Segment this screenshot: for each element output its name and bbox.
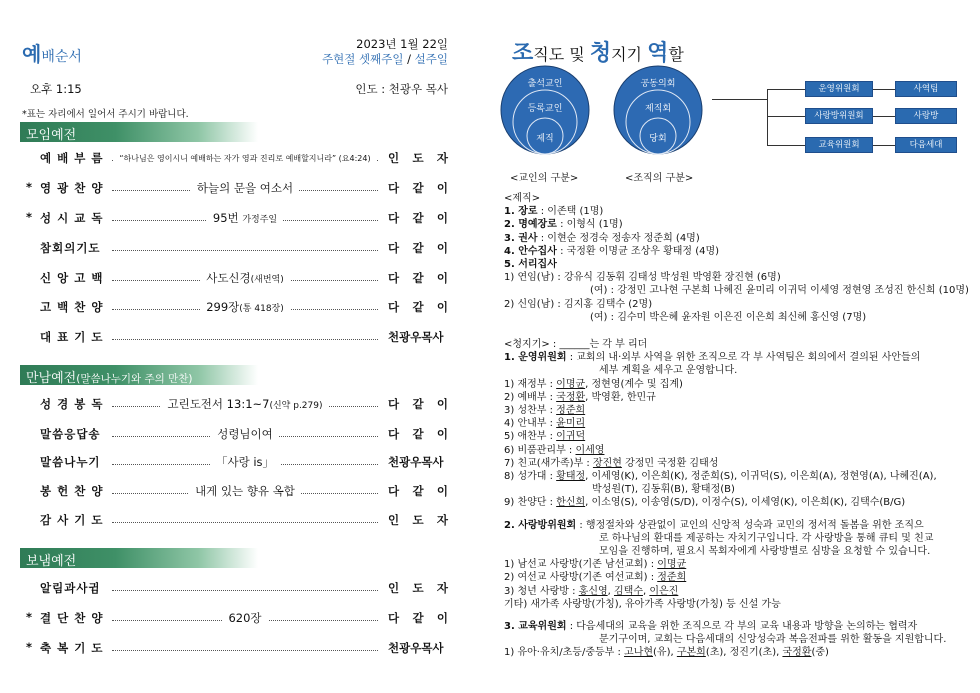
- steward-item-role: 3) 성찬부 :: [504, 405, 557, 417]
- worship-row: [0, 610, 490, 628]
- youth-lead-a: 홍신영: [578, 585, 608, 597]
- detail-note: (새번역): [250, 275, 284, 285]
- worship-item-detail: [112, 150, 378, 164]
- steward-item-role: 5) 애찬부 :: [504, 431, 557, 443]
- dot-leader: [112, 590, 378, 591]
- worship-item-name: 축 복 기 도: [40, 641, 104, 655]
- edu-c-suffix: (중): [811, 647, 829, 659]
- steward-item: [504, 558, 974, 571]
- box-sarangbang: 사랑방: [895, 108, 957, 124]
- worship-item-name: 영 광 찬 양: [40, 181, 104, 195]
- steward-item-role: 6) 비품관리부 :: [504, 444, 576, 456]
- detail-text: 「사랑 is」: [215, 455, 275, 469]
- worship-row: [0, 270, 490, 288]
- praise-team-pre: 9) 찬양단 :: [504, 497, 557, 509]
- staff-honorary-label: 2. 명예장로: [504, 219, 557, 231]
- worship-item-detail: [112, 454, 378, 470]
- dot-leader: [112, 522, 378, 523]
- worship-item-responsible: 인 도 자: [388, 581, 448, 595]
- steward-item-role: 8) 성가대 :: [504, 471, 557, 483]
- steward-item-role: 4) 안내부 :: [504, 418, 557, 430]
- title-part-6: 할: [668, 45, 684, 64]
- edu-lead-b: 구본희: [676, 647, 706, 659]
- steward-item-leader: 이명균: [556, 378, 586, 390]
- detail-text: 고린도전서 13:1~7: [167, 397, 270, 411]
- season-special: 설주일: [414, 52, 448, 66]
- steward-item: [504, 417, 974, 430]
- steward-item-members: , 박영환, 한민규: [585, 391, 656, 403]
- staff-deacon-label: 4. 안수집사: [504, 245, 557, 257]
- worship-row: [0, 210, 490, 228]
- worship-row: [0, 240, 490, 258]
- steward-item-leader: 윤미리: [556, 418, 586, 430]
- box-ministry-teams: 사역팀: [895, 81, 957, 97]
- caption-organization-classes: <조직의 구분>: [625, 173, 694, 184]
- worship-row: [0, 426, 490, 444]
- worship-item-detail: [112, 210, 378, 226]
- committee-operations-label: 1. 운영위원회: [504, 352, 567, 364]
- worship-item-name: 말씀응답송: [40, 427, 101, 441]
- edu-b-suffix: (초), 정진기(초),: [705, 647, 783, 659]
- steward-item-leader: 정준희: [556, 405, 586, 417]
- worship-row: [0, 329, 490, 347]
- section-encounter-sub: (말씀나누기와 주의 만찬): [76, 373, 193, 385]
- worship-item-name: 알림과사귐: [40, 581, 101, 595]
- staff-kwonsa-label: 3. 권사: [504, 232, 538, 244]
- praise-team: [504, 496, 974, 509]
- steward-item-role: 1) 재정부 :: [504, 378, 557, 390]
- edu-a-suffix: (유),: [653, 647, 677, 659]
- connector-vertical: [767, 89, 768, 145]
- staff-elder-label: 1. 장로: [504, 206, 538, 218]
- title-part-4: 지기: [611, 45, 648, 64]
- detail-text: 내게 있는 향유 옥합: [195, 484, 295, 498]
- connector-branch-3b: [873, 145, 895, 146]
- worship-row: [0, 396, 490, 414]
- committee-education-text: : 다음세대의 교육을 위한 조직으로 각 부의 교육 내용과 방향을 논의하는 협력자: [566, 621, 918, 633]
- worship-item-name: 참회의기도: [40, 241, 101, 255]
- worship-item-detail: [112, 483, 378, 499]
- detail-note: 가정주일: [242, 215, 278, 225]
- steward-item-leader: 정준희: [657, 572, 687, 584]
- youth-lead-c: 이은진: [649, 585, 679, 597]
- connector-branch-3: [767, 145, 805, 146]
- season-separator: /: [403, 52, 415, 66]
- choir-cont: 박성원(T), 김동휘(B), 황태정(B): [592, 484, 735, 496]
- worship-item-responsible: 다 같 이: [388, 241, 448, 255]
- standing-mark: *: [26, 210, 33, 224]
- worship-item-detail: [112, 299, 378, 315]
- service-time: 오후 1:15: [30, 82, 82, 96]
- steward-item: [504, 404, 974, 417]
- worship-row: [0, 299, 490, 317]
- committee-education: [504, 620, 974, 633]
- worship-item-responsible: 천광우목사: [388, 455, 444, 469]
- section-sending-label: 보냄예전: [26, 554, 77, 569]
- steward-item-leader: 이세영: [575, 444, 605, 456]
- steward-item-role: 1) 남선교 사랑방(기존 남선교회) :: [504, 559, 658, 571]
- worship-item-name: 고 백 찬 양: [40, 300, 104, 314]
- worship-row: [0, 512, 490, 530]
- steward-item: [504, 378, 974, 391]
- detail-text: 299장: [206, 300, 240, 314]
- staff-renewed-women: (여) : 강정민 고나현 구본희 나혜진 윤미리 이귀덕 이세영 정현영 조성진 한신희 (10명): [590, 285, 969, 297]
- staff-kwonsa: [504, 232, 974, 245]
- worship-item-detail: [112, 270, 378, 286]
- detail-text: “하나님은 영이시니 예배하는 자가 영과 진리로 예배할지니라” (요4:24): [119, 154, 371, 163]
- detail-text: 하늘의 문을 여소서: [196, 181, 294, 195]
- organization-title: [512, 36, 684, 67]
- connector-branch-2: [767, 116, 805, 117]
- worship-row: [0, 180, 490, 198]
- committee-sarangbang-cont2: 모임을 진행하며, 필요시 목회자에게 사랑방별로 심방을 요청할 수 있습니다.: [599, 546, 931, 558]
- edu-lead-a: 고나현: [624, 647, 654, 659]
- worship-item-name: 말씀나누기: [40, 455, 101, 469]
- steward-item-leader: 이귀덕: [556, 431, 586, 443]
- worship-row: [0, 150, 490, 168]
- worship-item-detail: [112, 426, 378, 442]
- dot-leader: [112, 650, 378, 651]
- title-char-1: 조: [512, 41, 534, 66]
- standing-mark: *: [26, 180, 33, 194]
- staff-elder-text: : 이존택 (1명): [537, 206, 604, 218]
- worship-item-name: 성 경 봉 독: [40, 397, 104, 411]
- youth-pre: 3) 청년 사랑방 :: [504, 585, 579, 597]
- box-education-committee: 교육위원회: [805, 137, 873, 153]
- education-departments: [504, 646, 974, 659]
- worship-row: [0, 640, 490, 658]
- worship-row: [0, 483, 490, 501]
- title-part-2: 직도 및: [533, 45, 590, 64]
- sarangbang-etc: 기타) 새가족 사랑방(가칭), 유아가족 사랑방(가칭) 등 신설 가능: [504, 598, 781, 610]
- staff-heading: <제직>: [504, 193, 541, 204]
- worship-item-responsible: 천광우목사: [388, 641, 444, 655]
- detail-text: 95번: [212, 211, 243, 225]
- committee-operations: [504, 351, 974, 364]
- worship-item-name: 결 단 찬 양: [40, 611, 104, 625]
- steward-item: [504, 391, 974, 404]
- committee-sarangbang-cont1: 로 하나님의 환대를 제공하는 자치기구입니다. 각 사랑방을 통해 큐티 및 친교: [599, 532, 934, 544]
- dot-leader: [112, 250, 378, 251]
- staff-honorary-text: : 이형식 (1명): [556, 219, 623, 231]
- detail-text: 사도신경: [206, 271, 251, 285]
- service-leader: 인도 : 천광우 목사: [355, 82, 448, 96]
- connector-branch-1: [767, 89, 805, 90]
- steward-item: [504, 457, 974, 470]
- committee-sarangbang: [504, 519, 974, 532]
- box-operations-committee: 운영위원회: [805, 81, 873, 97]
- committee-operations-text: : 교회의 내·외부 사역을 위한 조직으로 각 부 사역팀은 회의에서 결의된 사안들의: [566, 352, 921, 364]
- section-sending: [20, 548, 258, 568]
- staff-kwonsa-text: : 이현순 정경숙 정송자 정준희 (4명): [537, 232, 700, 244]
- section-encounter: [20, 365, 258, 385]
- circle-label-staff-meeting: 제직회: [644, 104, 672, 114]
- caption-member-classes: <교인의 구분>: [510, 173, 579, 184]
- circle-label-registered: 등록교인: [527, 104, 563, 114]
- section-encounter-label: 만남예전: [26, 371, 77, 386]
- steward-item: [504, 430, 974, 443]
- circle-label-attending: 출석교인: [527, 79, 563, 89]
- steward-item: [504, 470, 974, 483]
- worship-item-responsible: 다 같 이: [388, 611, 448, 625]
- detail-note: (신약 p.279): [269, 401, 323, 411]
- worship-item-responsible: 다 같 이: [388, 484, 448, 498]
- worship-item-name: 대 표 기 도: [40, 330, 104, 344]
- edu-lead-c: 국정환: [782, 647, 812, 659]
- praise-team-rest: , 이소영(S), 이송영(S/D), 이정수(S), 이세영(K), 이은희(K), 김택수(B/G): [585, 497, 906, 509]
- worship-item-name: 봉 헌 찬 양: [40, 484, 104, 498]
- worship-item-name: 성 시 교 독: [40, 211, 104, 225]
- steward-item-members: , 정현영(계수 및 집계): [585, 378, 683, 390]
- detail-text: 620장: [228, 611, 262, 625]
- staff-new-men: 2) 신임(남) : 김지홍 김택수 (2명): [504, 298, 653, 310]
- box-next-generation: 다음세대: [895, 137, 957, 153]
- worship-item-responsible: 다 같 이: [388, 181, 448, 195]
- service-date: 2023년 1월 22일: [356, 37, 448, 51]
- season-name: 주현절 셋째주일: [322, 52, 404, 66]
- committee-sarangbang-text: : 행정절차와 상관없이 교인의 신앙적 성숙과 교민의 정서적 돌봄을 위한 조직으: [576, 519, 924, 531]
- circle-label-congregation: 공동의회: [640, 79, 676, 89]
- edu-pre: 1) 유아·유치/초등/중등부 :: [504, 647, 625, 659]
- staff-deacon-text: : 국정환 이명균 조상우 황태정 (4명): [556, 245, 720, 257]
- standing-mark: *: [26, 640, 33, 654]
- staff-new-women: (여) : 김수미 박은혜 윤자원 이은진 이은희 최신혜 홍신영 (7명): [590, 311, 867, 323]
- worship-item-detail: [112, 180, 378, 196]
- worship-item-responsible: 다 같 이: [388, 300, 448, 314]
- worship-item-responsible: 다 같 이: [388, 427, 448, 441]
- worship-row: [0, 454, 490, 472]
- standing-mark: *: [26, 610, 33, 624]
- worship-item-responsible: 다 같 이: [388, 271, 448, 285]
- worship-item-responsible: 천광우목사: [388, 330, 444, 344]
- dot-leader: [112, 339, 378, 340]
- box-sarangbang-committee: 사랑방위원회: [805, 108, 873, 124]
- youth-lead-b: 김택수: [614, 585, 643, 597]
- staff-ordained-deacon: [504, 245, 974, 258]
- title-char-5: 역: [647, 41, 669, 66]
- steward-item-role: 2) 여선교 사랑방(기존 여선교회) :: [504, 572, 658, 584]
- order-title-rest: 배순서: [41, 49, 82, 65]
- order-title-initial: 예: [22, 42, 42, 66]
- worship-item-responsible: 인 도 자: [388, 151, 448, 165]
- staff-list: [504, 192, 974, 324]
- worship-item-responsible: 인 도 자: [388, 513, 448, 527]
- youth-sarangbang: 3) 청년 사랑방 : 홍신영, 김택수, 이은진: [504, 585, 679, 597]
- steward-item-members: , 이세영(K), 이은희(K), 정준희(S), 이귀덕(S), 이은희(A), 정현영(A), 나혜진(A),: [585, 471, 937, 483]
- praise-team-lead: 한신희: [556, 497, 586, 509]
- section-gathering: [20, 122, 258, 142]
- steward-item: [504, 444, 974, 457]
- staff-acting-deacon-label: 5. 서리집사: [504, 259, 557, 271]
- staff-elder: [504, 205, 974, 218]
- worship-item-detail: [112, 610, 378, 626]
- committee-sarangbang-label: 2. 사랑방위원회: [504, 519, 577, 531]
- connector-branch-2b: [873, 116, 895, 117]
- steward-item-members: 강정민 국정환 김태성: [621, 457, 719, 469]
- organization-page: [490, 0, 980, 693]
- connector-branch-1b: [873, 89, 895, 90]
- steward-item-leader: 국정환: [556, 391, 586, 403]
- committee-education-cont: 문기구이며, 교회는 다음세대의 신앙성숙과 복음전파를 위한 활동을 지원합니다.: [599, 634, 947, 646]
- circle-label-session: 당회: [649, 134, 667, 144]
- steward-item-role: 2) 예배부 :: [504, 391, 557, 403]
- steward-item-leader: 황태정: [556, 471, 586, 483]
- steward-item-role: 7) 친교(새가족)부 :: [504, 457, 593, 469]
- stewards-heading: <청지기> : ______는 각 부 리더: [504, 339, 648, 350]
- stewards-list: [504, 338, 974, 660]
- connector-main: [712, 99, 767, 100]
- liturgical-season: [322, 51, 448, 67]
- title-char-3: 청: [589, 41, 612, 66]
- worship-item-name: 감 사 기 도: [40, 513, 104, 527]
- detail-text: 성령님이여: [217, 427, 273, 441]
- circle-label-staff: 제직: [536, 134, 554, 144]
- worship-row: [0, 580, 490, 598]
- steward-item-leader: 장진현: [592, 457, 622, 469]
- standing-note: *표는 자리에서 일어서 주시기 바랍니다.: [22, 109, 189, 120]
- detail-note: (통 418장): [239, 304, 284, 314]
- committee-operations-cont: 세부 계획을 세우고 운영합니다.: [599, 365, 738, 377]
- worship-item-name: 신 앙 고 백: [40, 271, 104, 285]
- order-title: [22, 38, 82, 67]
- worship-item-responsible: 다 같 이: [388, 397, 448, 411]
- section-gathering-label: 모임예전: [26, 128, 77, 143]
- staff-honorary-elder: [504, 218, 974, 231]
- committee-education-label: 3. 교육위원회: [504, 621, 567, 633]
- worship-item-detail: [112, 396, 378, 412]
- worship-item-name: 예 배 부 름: [40, 151, 104, 165]
- worship-item-responsible: 다 같 이: [388, 211, 448, 225]
- steward-item: [504, 571, 974, 584]
- staff-renewed-men: 1) 연임(남) : 강유식 김동휘 김태성 박성원 박영환 장진현 (6명): [504, 272, 781, 284]
- steward-item-leader: 이명균: [657, 559, 687, 571]
